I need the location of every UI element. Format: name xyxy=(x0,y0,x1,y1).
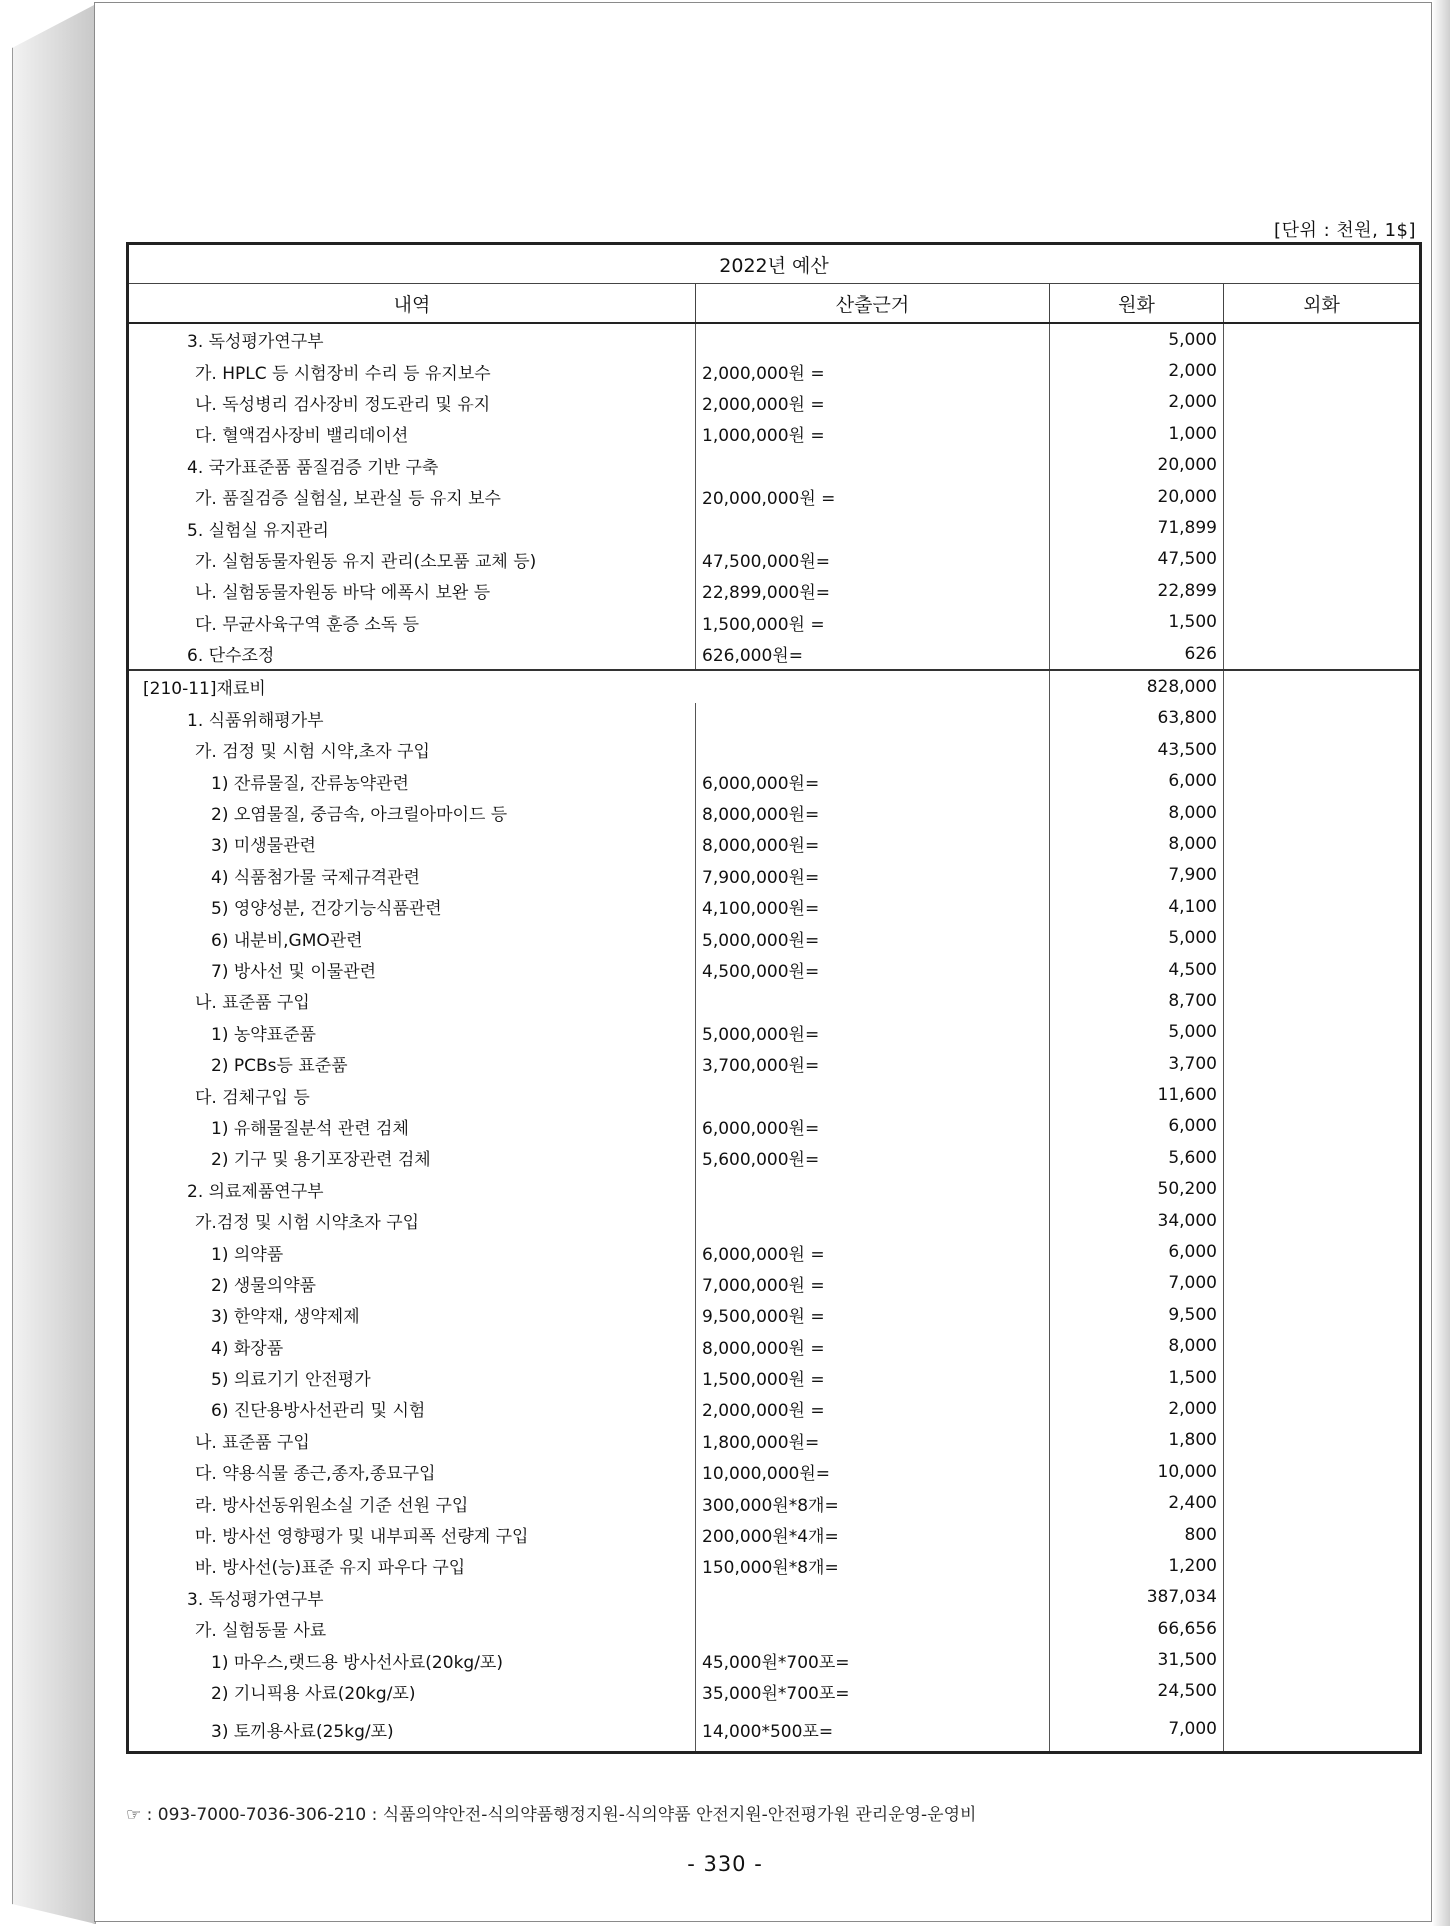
row-item-cell: 1) 잔류물질, 잔류농약관련 xyxy=(211,773,409,794)
row-fx-cell xyxy=(1224,670,1421,702)
page-edge-shadow xyxy=(1432,0,1450,1926)
row-krw-cell: 800 xyxy=(1050,1519,1224,1550)
footnote: ☞ : 093-7000-7036-306-210 : 식품의약안전-식의약품행정지원-식의약품 안전지원-안전평가원 관리운영-운영비 xyxy=(126,1805,977,1825)
row-item-cell: 다. 무균사육구역 훈증 소독 등 xyxy=(195,614,420,635)
row-item-cell: 1) 유해물질분석 관련 검체 xyxy=(211,1118,409,1139)
row-krw-cell: 63,800 xyxy=(1050,703,1224,734)
table-row xyxy=(128,1707,1421,1753)
row-fx-cell xyxy=(1224,1393,1421,1424)
row-fx-cell xyxy=(1224,638,1421,670)
table-row xyxy=(128,922,1421,953)
table-row xyxy=(128,670,1421,702)
row-basis-cell xyxy=(696,1582,1050,1613)
row-basis-cell: 4,500,000원= xyxy=(696,954,1050,985)
row-krw-cell: 5,600 xyxy=(1050,1142,1224,1173)
row-fx-cell xyxy=(1224,1644,1421,1675)
row-item-cell: 가. HPLC 등 시험장비 수리 등 유지보수 xyxy=(195,363,491,384)
book-page-stack xyxy=(12,4,96,1924)
row-item-cell: 2) PCBs등 표준품 xyxy=(211,1056,348,1077)
row-basis-cell: 10,000,000원= xyxy=(696,1456,1050,1487)
row-krw-cell: 387,034 xyxy=(1050,1582,1224,1613)
table-row xyxy=(128,355,1421,386)
row-fx-cell xyxy=(1224,860,1421,891)
row-krw-cell: 20,000 xyxy=(1050,481,1224,512)
row-fx-cell xyxy=(1224,544,1421,575)
row-item-cell: 4) 식품첨가물 국제규격관련 xyxy=(211,867,420,888)
row-item-cell: 라. 방사선동위원소실 기준 선원 구입 xyxy=(195,1495,469,1516)
row-basis-cell: 6,000,000원= xyxy=(696,765,1050,796)
row-basis-cell: 150,000원*8개= xyxy=(696,1550,1050,1581)
row-krw-cell: 43,500 xyxy=(1050,734,1224,765)
row-basis-cell: 2,000,000원 = xyxy=(696,387,1050,418)
row-item-cell: 5) 의료기기 안전평가 xyxy=(211,1370,371,1391)
table-row xyxy=(128,418,1421,449)
row-fx-cell xyxy=(1224,922,1421,953)
table-row xyxy=(128,1111,1421,1142)
table-row xyxy=(128,1456,1421,1487)
row-fx-cell xyxy=(1224,1079,1421,1110)
row-krw-cell: 10,000 xyxy=(1050,1456,1224,1487)
row-krw-cell: 2,400 xyxy=(1050,1487,1224,1518)
column-header-fx: 외화 xyxy=(1224,284,1421,324)
table-row xyxy=(128,323,1421,355)
row-item-cell: 3. 독성평가연구부 xyxy=(187,332,324,353)
row-fx-cell xyxy=(1224,703,1421,734)
row-basis-cell: 7,000,000원 = xyxy=(696,1268,1050,1299)
row-item-cell: 다. 약용식물 종근,종자,종묘구입 xyxy=(195,1464,436,1485)
row-basis-cell: 9,500,000원 = xyxy=(696,1299,1050,1330)
row-item-cell: 가. 검정 및 시험 시약,초자 구입 xyxy=(195,742,430,763)
row-item-cell: 마. 방사선 영향평가 및 내부피폭 선량계 구입 xyxy=(195,1527,529,1548)
row-basis-cell: 3,700,000원= xyxy=(696,1048,1050,1079)
row-fx-cell xyxy=(1224,1487,1421,1518)
row-item-cell: 1) 마우스,랫드용 방사선사료(20kg/포) xyxy=(211,1652,503,1673)
row-krw-cell: 2,000 xyxy=(1050,355,1224,386)
table-row xyxy=(128,1613,1421,1644)
page-number: - 330 - xyxy=(687,1852,763,1876)
row-item-cell: 4) 화장품 xyxy=(211,1338,284,1359)
row-basis-cell: 626,000원= xyxy=(696,638,1050,670)
row-krw-cell: 6,000 xyxy=(1050,1111,1224,1142)
row-krw-cell: 5,000 xyxy=(1050,1017,1224,1048)
row-fx-cell xyxy=(1224,355,1421,386)
unit-label: [단위 : 천원, 1$] xyxy=(1274,220,1416,241)
row-krw-cell: 828,000 xyxy=(1050,670,1224,702)
table-row xyxy=(128,638,1421,670)
table-row xyxy=(128,1644,1421,1675)
row-fx-cell xyxy=(1224,575,1421,606)
row-krw-cell: 8,700 xyxy=(1050,985,1224,1016)
row-basis-cell xyxy=(696,1174,1050,1205)
row-krw-cell: 47,500 xyxy=(1050,544,1224,575)
row-krw-cell: 31,500 xyxy=(1050,1644,1224,1675)
row-basis-cell xyxy=(696,450,1050,481)
row-item-cell: 2) 생물의약품 xyxy=(211,1275,316,1296)
row-item-cell: 가. 품질검증 실험실, 보관실 등 유지 보수 xyxy=(195,489,501,510)
row-basis-cell: 1,500,000원 = xyxy=(696,607,1050,638)
row-fx-cell xyxy=(1224,954,1421,985)
table-row xyxy=(128,1017,1421,1048)
row-krw-cell: 71,899 xyxy=(1050,512,1224,543)
table-row xyxy=(128,387,1421,418)
row-krw-cell: 8,000 xyxy=(1050,797,1224,828)
column-header-basis: 산출근거 xyxy=(696,284,1050,324)
row-krw-cell: 8,000 xyxy=(1050,828,1224,859)
row-krw-cell: 24,500 xyxy=(1050,1676,1224,1707)
row-krw-cell: 22,899 xyxy=(1050,575,1224,606)
row-item-cell: 다. 검체구입 등 xyxy=(195,1087,310,1108)
row-basis-cell: 6,000,000원= xyxy=(696,1111,1050,1142)
row-basis-cell: 8,000,000원 = xyxy=(696,1331,1050,1362)
row-krw-cell: 1,200 xyxy=(1050,1550,1224,1581)
table-row xyxy=(128,1079,1421,1110)
row-fx-cell xyxy=(1224,512,1421,543)
row-item-cell: 6. 단수조정 xyxy=(187,646,275,667)
budget-table xyxy=(126,242,1422,1754)
row-fx-cell xyxy=(1224,828,1421,859)
row-krw-cell: 6,000 xyxy=(1050,1236,1224,1267)
row-fx-cell xyxy=(1224,450,1421,481)
row-krw-cell: 8,000 xyxy=(1050,1331,1224,1362)
table-row xyxy=(128,1331,1421,1362)
row-fx-cell xyxy=(1224,765,1421,796)
table-row xyxy=(128,1048,1421,1079)
row-krw-cell: 1,800 xyxy=(1050,1425,1224,1456)
row-fx-cell xyxy=(1224,1362,1421,1393)
row-item-cell: 4. 국가표준품 품질검증 기반 구축 xyxy=(187,457,439,478)
row-krw-cell: 4,500 xyxy=(1050,954,1224,985)
row-fx-cell xyxy=(1224,1582,1421,1613)
year-header-row xyxy=(128,244,1421,284)
row-fx-cell xyxy=(1224,1205,1421,1236)
row-basis-cell xyxy=(696,734,1050,765)
row-item-cell: 3) 한약재, 생약제제 xyxy=(211,1307,360,1328)
row-basis-cell: 5,000,000원= xyxy=(696,922,1050,953)
row-krw-cell: 66,656 xyxy=(1050,1613,1224,1644)
row-krw-cell: 2,000 xyxy=(1050,1393,1224,1424)
row-item-cell: 3) 미생물관련 xyxy=(211,836,316,857)
table-row xyxy=(128,1268,1421,1299)
row-krw-cell: 2,000 xyxy=(1050,387,1224,418)
row-item-cell: 나. 실험동물자원동 바닥 에폭시 보완 등 xyxy=(195,583,491,604)
row-fx-cell xyxy=(1224,1299,1421,1330)
row-basis-cell: 47,500,000원= xyxy=(696,544,1050,575)
row-item-cell: 5) 영양성분, 건강기능식품관련 xyxy=(211,899,442,920)
row-basis-cell: 4,100,000원= xyxy=(696,891,1050,922)
row-krw-cell: 3,700 xyxy=(1050,1048,1224,1079)
row-basis-cell xyxy=(696,985,1050,1016)
table-row xyxy=(128,450,1421,481)
table-row xyxy=(128,1362,1421,1393)
row-basis-cell: 1,800,000원= xyxy=(696,1425,1050,1456)
row-basis-cell: 2,000,000원 = xyxy=(696,355,1050,386)
row-fx-cell xyxy=(1224,1111,1421,1142)
row-krw-cell: 9,500 xyxy=(1050,1299,1224,1330)
row-fx-cell xyxy=(1224,1519,1421,1550)
table-row xyxy=(128,734,1421,765)
table-row xyxy=(128,607,1421,638)
row-basis-cell: 1,000,000원 = xyxy=(696,418,1050,449)
table-row xyxy=(128,954,1421,985)
row-fx-cell xyxy=(1224,481,1421,512)
row-fx-cell xyxy=(1224,1268,1421,1299)
row-item-cell: 가. 실험동물 사료 xyxy=(195,1621,327,1642)
row-item-cell: 1) 농약표준품 xyxy=(211,1024,316,1045)
row-basis-cell: 45,000원*700포= xyxy=(696,1644,1050,1675)
table-row xyxy=(128,765,1421,796)
row-fx-cell xyxy=(1224,734,1421,765)
table-row xyxy=(128,891,1421,922)
row-fx-cell xyxy=(1224,985,1421,1016)
row-item-cell: 나. 표준품 구입 xyxy=(195,993,310,1014)
table-row xyxy=(128,1142,1421,1173)
row-fx-cell xyxy=(1224,1550,1421,1581)
row-item-cell: 1. 식품위해평가부 xyxy=(187,710,324,731)
row-item-cell: 5. 실험실 유지관리 xyxy=(187,520,329,541)
row-krw-cell: 1,000 xyxy=(1050,418,1224,449)
table-row xyxy=(128,1425,1421,1456)
row-item-cell: 가. 실험동물자원동 유지 관리(소모품 교체 등) xyxy=(195,551,537,572)
row-fx-cell xyxy=(1224,1331,1421,1362)
table-row xyxy=(128,1487,1421,1518)
row-fx-cell xyxy=(1224,1142,1421,1173)
row-krw-cell: 6,000 xyxy=(1050,765,1224,796)
row-basis-cell: 200,000원*4개= xyxy=(696,1519,1050,1550)
row-item-cell: [210-11]재료비 xyxy=(128,670,1050,702)
row-basis-cell xyxy=(696,1205,1050,1236)
row-fx-cell xyxy=(1224,323,1421,355)
table-row xyxy=(128,1393,1421,1424)
row-basis-cell: 8,000,000원= xyxy=(696,828,1050,859)
row-item-cell: 3) 토끼용사료(25kg/포) xyxy=(211,1721,394,1742)
row-item-cell: 나. 독성병리 검사장비 정도관리 및 유지 xyxy=(195,394,491,415)
row-item-cell: 다. 혈액검사장비 밸리데이션 xyxy=(195,426,409,447)
table-row xyxy=(128,512,1421,543)
row-item-cell: 2. 의료제품연구부 xyxy=(187,1181,324,1202)
row-basis-cell xyxy=(696,512,1050,543)
row-krw-cell: 20,000 xyxy=(1050,450,1224,481)
row-basis-cell: 8,000,000원= xyxy=(696,797,1050,828)
row-krw-cell: 7,900 xyxy=(1050,860,1224,891)
table-row xyxy=(128,1676,1421,1707)
row-fx-cell xyxy=(1224,1613,1421,1644)
table-row xyxy=(128,703,1421,734)
row-fx-cell xyxy=(1224,797,1421,828)
table-row xyxy=(128,1205,1421,1236)
row-fx-cell xyxy=(1224,891,1421,922)
column-header-item: 내역 xyxy=(128,284,696,324)
row-krw-cell: 4,100 xyxy=(1050,891,1224,922)
table-row xyxy=(128,1299,1421,1330)
row-basis-cell: 5,000,000원= xyxy=(696,1017,1050,1048)
row-fx-cell xyxy=(1224,1236,1421,1267)
table-row xyxy=(128,1582,1421,1613)
row-krw-cell: 5,000 xyxy=(1050,922,1224,953)
budget-rows xyxy=(128,323,1421,1753)
row-krw-cell: 1,500 xyxy=(1050,607,1224,638)
row-basis-cell: 20,000,000원 = xyxy=(696,481,1050,512)
row-fx-cell xyxy=(1224,607,1421,638)
table-row xyxy=(128,1174,1421,1205)
table-row xyxy=(128,985,1421,1016)
row-item-cell: 2) 오염물질, 중금속, 아크릴아마이드 등 xyxy=(211,805,508,826)
row-item-cell: 나. 표준품 구입 xyxy=(195,1432,310,1453)
table-row xyxy=(128,544,1421,575)
row-fx-cell xyxy=(1224,1707,1421,1753)
row-fx-cell xyxy=(1224,418,1421,449)
row-fx-cell xyxy=(1224,1017,1421,1048)
row-krw-cell: 7,000 xyxy=(1050,1707,1224,1753)
row-krw-cell: 1,500 xyxy=(1050,1362,1224,1393)
row-krw-cell: 11,600 xyxy=(1050,1079,1224,1110)
row-basis-cell: 35,000원*700포= xyxy=(696,1676,1050,1707)
table-row xyxy=(128,1236,1421,1267)
table-row xyxy=(128,1519,1421,1550)
row-krw-cell: 5,000 xyxy=(1050,323,1224,355)
row-item-cell: 6) 내분비,GMO관련 xyxy=(211,930,363,951)
row-krw-cell: 34,000 xyxy=(1050,1205,1224,1236)
row-basis-cell xyxy=(696,703,1050,734)
row-krw-cell: 50,200 xyxy=(1050,1174,1224,1205)
row-fx-cell xyxy=(1224,387,1421,418)
year-title: 2022년 예산 xyxy=(719,254,829,277)
column-header-krw: 원화 xyxy=(1050,284,1224,324)
row-basis-cell xyxy=(696,323,1050,355)
table-row xyxy=(128,1550,1421,1581)
row-basis-cell: 22,899,000원= xyxy=(696,575,1050,606)
row-fx-cell xyxy=(1224,1048,1421,1079)
row-item-cell: 가.검정 및 시험 시약초자 구입 xyxy=(195,1213,420,1234)
row-item-cell: 6) 진단용방사선관리 및 시험 xyxy=(211,1401,426,1422)
row-basis-cell: 1,500,000원 = xyxy=(696,1362,1050,1393)
row-fx-cell xyxy=(1224,1174,1421,1205)
row-item-cell: 3. 독성평가연구부 xyxy=(187,1589,324,1610)
table-row xyxy=(128,828,1421,859)
row-item-cell: 2) 기니픽용 사료(20kg/포) xyxy=(211,1683,416,1704)
row-basis-cell: 14,000*500포= xyxy=(696,1707,1050,1753)
table-row xyxy=(128,481,1421,512)
table-row xyxy=(128,797,1421,828)
row-item-cell: 2) 기구 및 용기포장관련 검체 xyxy=(211,1150,431,1171)
row-item-cell: 7) 방사선 및 이물관련 xyxy=(211,962,377,982)
row-item-cell: 1) 의약품 xyxy=(211,1244,284,1265)
row-fx-cell xyxy=(1224,1425,1421,1456)
row-krw-cell: 7,000 xyxy=(1050,1268,1224,1299)
row-basis-cell: 6,000,000원 = xyxy=(696,1236,1050,1267)
row-basis-cell xyxy=(696,1613,1050,1644)
row-fx-cell xyxy=(1224,1676,1421,1707)
table-row xyxy=(128,575,1421,606)
row-basis-cell: 300,000원*8개= xyxy=(696,1487,1050,1518)
table-row xyxy=(128,860,1421,891)
column-header-row xyxy=(128,284,1421,324)
row-item-cell: 바. 방사선(능)표준 유지 파우다 구입 xyxy=(195,1558,466,1579)
row-basis-cell: 7,900,000원= xyxy=(696,860,1050,891)
row-krw-cell: 626 xyxy=(1050,638,1224,670)
row-fx-cell xyxy=(1224,1456,1421,1487)
row-basis-cell: 2,000,000원 = xyxy=(696,1393,1050,1424)
row-basis-cell xyxy=(696,1079,1050,1110)
row-basis-cell: 5,600,000원= xyxy=(696,1142,1050,1173)
